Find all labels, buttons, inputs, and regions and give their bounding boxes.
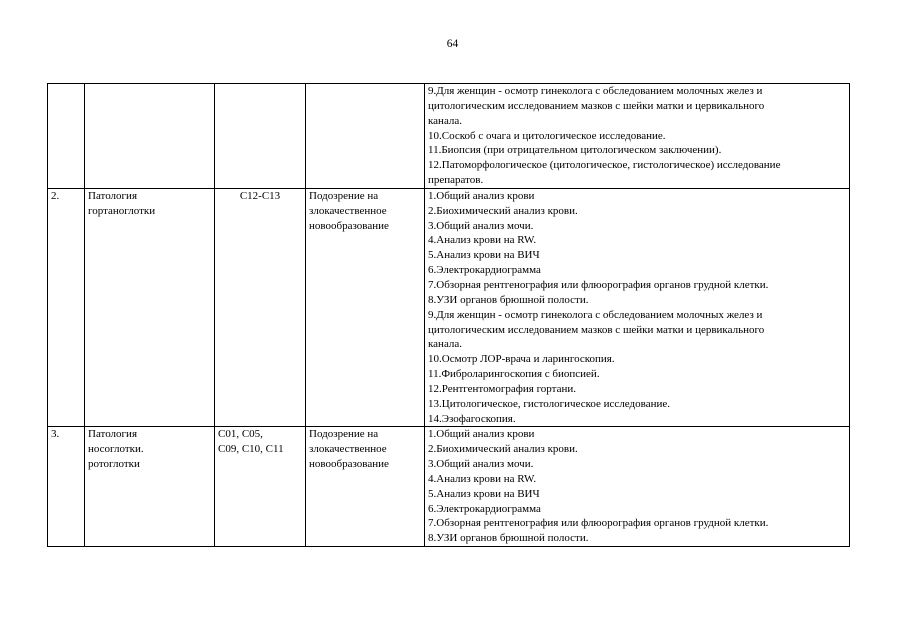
examinations-cell-line: 1.Общий анализ крови bbox=[428, 189, 535, 202]
row-number-cell: 3. bbox=[48, 427, 85, 547]
examinations-cell-line: 3.Общий анализ мочи. bbox=[428, 458, 534, 471]
examinations-cell-line: 4.Анализ крови на RW. bbox=[428, 472, 537, 485]
examinations-cell-line: канала. bbox=[428, 114, 463, 127]
pathology-name-cell bbox=[85, 84, 215, 189]
examinations-cell-line: цитологическим исследованием мазков с шейки матки и цервикального bbox=[428, 323, 765, 336]
table-row bbox=[48, 427, 850, 547]
diagnosis-cell bbox=[306, 427, 425, 547]
pathology-name-cell-line: гортаноглотки bbox=[88, 204, 156, 217]
icd-code-cell-line: С12-С13 bbox=[239, 189, 281, 202]
diagnosis-cell bbox=[306, 188, 425, 427]
row-number-cell bbox=[48, 84, 85, 189]
row-number-cell: 2. bbox=[48, 188, 85, 427]
table-body bbox=[48, 84, 850, 547]
examinations-cell-line: 8.УЗИ органов брюшной полости. bbox=[428, 532, 589, 545]
pathology-name-cell-line: Патология bbox=[88, 428, 138, 441]
pathology-name-cell bbox=[85, 427, 215, 547]
pathology-name-cell-line: ротоглотки bbox=[88, 458, 140, 471]
diagnosis-cell-line: новообразование bbox=[309, 219, 389, 232]
examinations-cell-line: 9.Для женщин - осмотр гинеколога с обследованием молочных желез и bbox=[428, 308, 763, 321]
diagnosis-cell-line: злокачественное bbox=[309, 443, 387, 456]
diagnosis-cell-line: новообразование bbox=[309, 458, 389, 471]
examinations-cell bbox=[425, 188, 850, 427]
examinations-cell-line: 9.Для женщин - осмотр гинеколога с обследованием молочных желез и bbox=[428, 85, 763, 97]
examinations-cell-line: цитологическим исследованием мазков с шейки матки и цервикального bbox=[428, 99, 765, 112]
examinations-cell-line: 5.Анализ крови на ВИЧ bbox=[428, 249, 540, 262]
examinations-cell-line: 10.Осмотр ЛОР-врача и ларингоскопия. bbox=[428, 353, 615, 366]
examinations-cell bbox=[425, 84, 850, 189]
examinations-cell-line: 14.Эзофагоскопия. bbox=[428, 412, 516, 425]
examinations-cell-line: канала. bbox=[428, 338, 463, 351]
table-row bbox=[48, 84, 850, 189]
icd-code-cell bbox=[215, 188, 306, 427]
icd-code-cell bbox=[215, 84, 306, 189]
icd-code-cell bbox=[215, 427, 306, 547]
examinations-cell-line: 5.Анализ крови на ВИЧ bbox=[428, 487, 540, 500]
examinations-cell-line: 8.УЗИ органов брюшной полости. bbox=[428, 293, 589, 306]
pathology-name-cell bbox=[85, 188, 215, 427]
pathology-name-cell-line: носоглотки. bbox=[88, 443, 144, 456]
examinations-cell-line: 2.Биохимический анализ крови. bbox=[428, 204, 578, 217]
examinations-cell-line: 1.Общий анализ крови bbox=[428, 428, 535, 441]
pathology-name-cell-line: Патология bbox=[88, 189, 138, 202]
examinations-cell-line: 6.Электрокардиограмма bbox=[428, 264, 541, 277]
page-number: 64 bbox=[446, 38, 459, 50]
examination-table bbox=[47, 83, 850, 547]
examinations-cell bbox=[425, 427, 850, 547]
examinations-cell-line: 7.Обзорная рентгенография или флюорография органов грудной клетки. bbox=[428, 278, 769, 291]
icd-code-cell-line: С01, С05, bbox=[218, 428, 263, 441]
examinations-cell-line: 7.Обзорная рентгенография или флюорография органов грудной клетки. bbox=[428, 517, 769, 530]
examinations-cell-line: 11.Фиброларингоскопия с биопсией. bbox=[428, 368, 600, 381]
examinations-cell-line: 11.Биопсия (при отрицательном цитологическом заключении). bbox=[428, 144, 722, 157]
diagnosis-cell-line: злокачественное bbox=[309, 204, 387, 217]
diagnosis-cell-line: Подозрение на bbox=[309, 428, 379, 441]
diagnosis-cell-line: Подозрение на bbox=[309, 189, 379, 202]
examinations-cell-line: 3.Общий анализ мочи. bbox=[428, 219, 534, 232]
examinations-cell-line: 10.Соскоб с очага и цитологическое исследование. bbox=[428, 129, 666, 142]
examinations-cell-line: 12.Патоморфологическое (цитологическое, гистологическое) исследование bbox=[428, 159, 781, 172]
icd-code-cell-line: С09, С10, С11 bbox=[218, 443, 284, 456]
table-row bbox=[48, 188, 850, 427]
examinations-cell-line: 4.Анализ крови на RW. bbox=[428, 234, 537, 247]
examinations-cell-line: 6.Электрокардиограмма bbox=[428, 502, 541, 515]
diagnosis-cell bbox=[306, 84, 425, 189]
examinations-cell-line: 2.Биохимический анализ крови. bbox=[428, 443, 578, 456]
examinations-cell-line: 12.Рентгентомография гортани. bbox=[428, 382, 577, 395]
examinations-cell-line: 13.Цитологическое, гистологическое исследование. bbox=[428, 397, 670, 410]
examinations-cell-line: препаратов. bbox=[428, 174, 484, 187]
